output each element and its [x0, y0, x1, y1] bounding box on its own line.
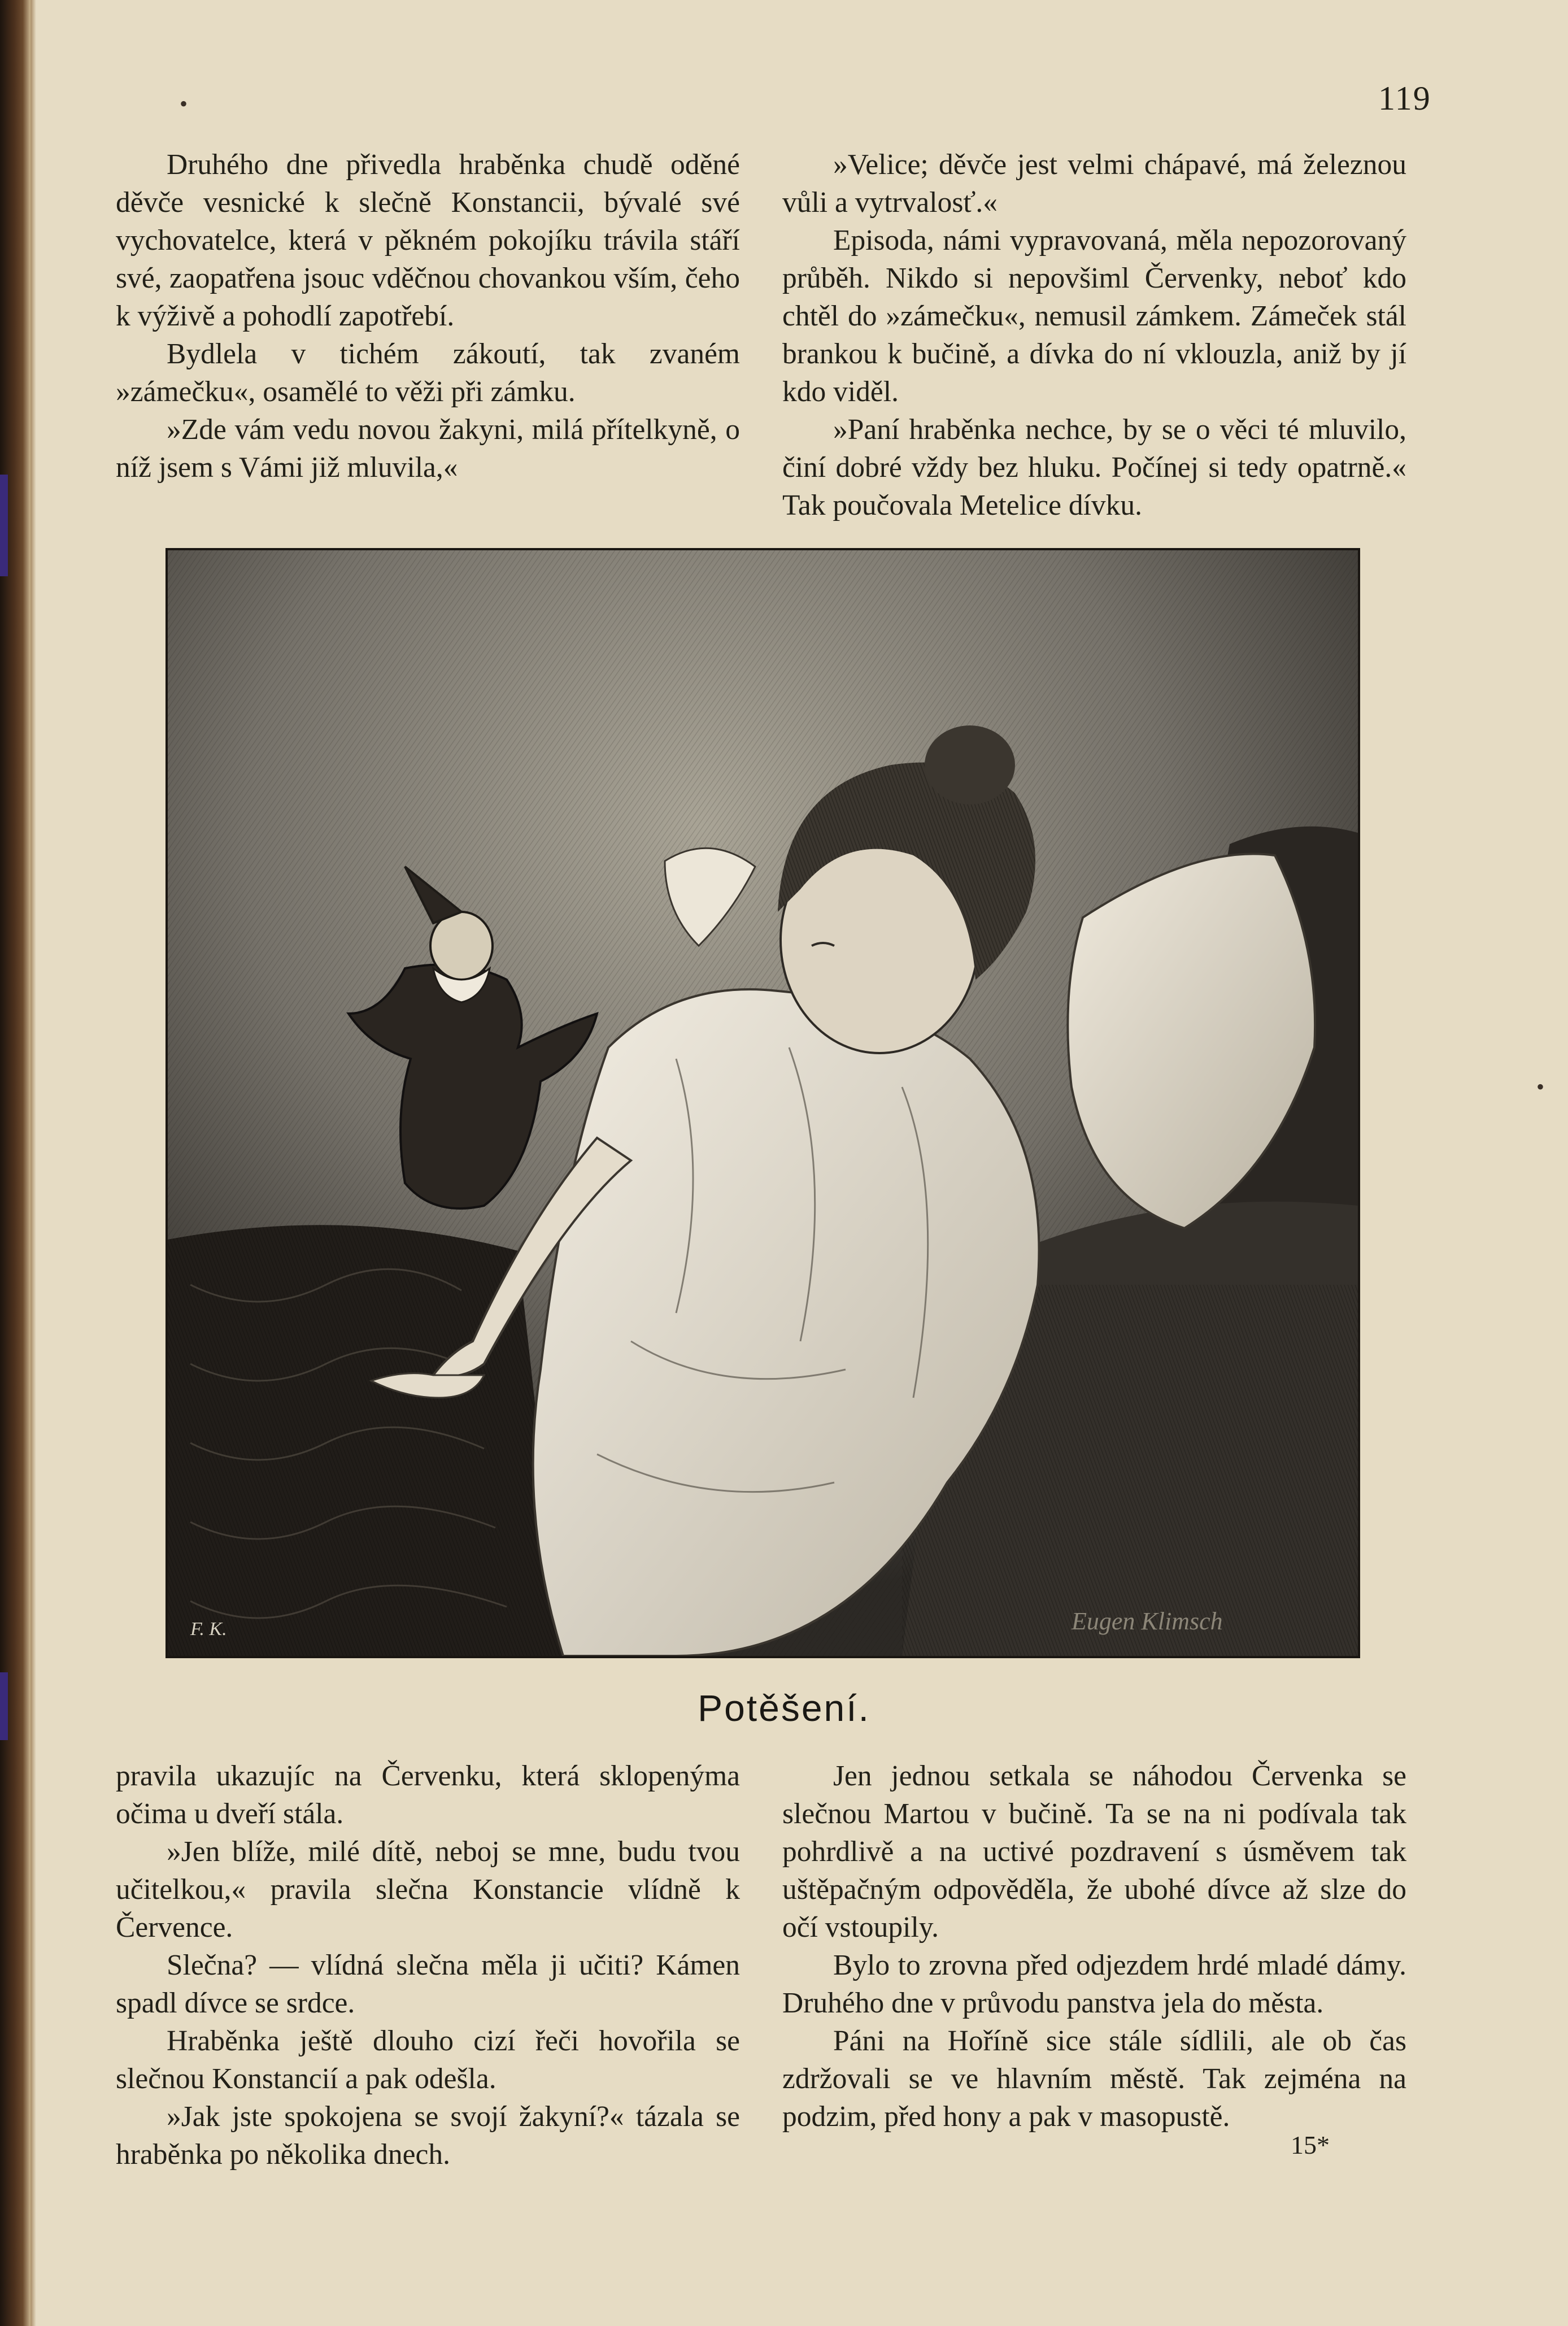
illustration-caption: Potěšení.: [698, 1687, 870, 1729]
signature-folio: 15*: [1291, 2131, 1330, 2159]
paragraph: Páni na Hoříně sice stále sídlili, ale ob čas zdržovali se ve hlavním městě. Tak zejména na podzim, před hony a pak v masopustě.: [782, 2025, 1406, 2133]
artist-monogram: F. K.: [190, 1619, 227, 1640]
paragraph: »Paní hraběnka nechce, by se o věci té mluvilo, činí dobré vždy bez hluku. Počínej si tedy opatrně.« Tak poučovala Metelice dívku.: [782, 414, 1406, 521]
page-speck: •: [180, 91, 188, 116]
artist-signature: Eugen Klimsch: [1072, 1607, 1223, 1635]
paragraph: Bylo to zrovna před odjezdem hrdé mladé dámy. Druhého dne v průvodu panstva jela do města.: [782, 1949, 1406, 2019]
paragraph: Hraběnka ještě dlouho cizí řeči hovořila se slečnou Konstancií a pak odešla.: [116, 2025, 740, 2095]
paragraph: Jen jednou setkala se náhodou Červenka se slečnou Martou v bučině. Ta se na ni podívala tak pohrdlivě a na uctivé pozdravení s úsměvem tak uštěpačným odpověděla, že ubohé dívce až slze do očí vstoupily.: [782, 1760, 1406, 1944]
top-right-column: [782, 146, 1406, 524]
paragraph: »Zde vám vedu novou žakyni, milá přítelkyně, o níž jsem s Vámi již mluvila,«: [116, 414, 740, 484]
page-number: 119: [1378, 80, 1431, 117]
bottom-right-column: [782, 1757, 1406, 2136]
bottom-left-column: [116, 1757, 740, 2173]
page-speck: •: [1536, 1074, 1545, 1099]
puppet-face: [430, 912, 493, 980]
spine-ribbon-mark: [0, 475, 8, 576]
paragraph: »Velice; děvče jest velmi chápavé, má železnou vůli a vytrvalosť.«: [782, 149, 1406, 219]
top-left-column: [116, 146, 740, 486]
paragraph: »Jak jste spokojena se svojí žakyní?« tázala se hraběnka po několika dnech.: [116, 2101, 740, 2171]
paragraph: Bydlela v tichém zákoutí, tak zvaném »zámečku«, osamělé to věži při zámku.: [116, 338, 740, 408]
book-spine: [0, 0, 31, 2326]
girl-hair-bun: [925, 725, 1015, 805]
paragraph: Druhého dne přivedla hraběnka chudě oděné děvče vesnické k slečně Konstancii, bývalé své vychovatelce, která v pěkném pokojíku trávila stáří své, zaopatřena jsouc vděčnou chovankou vším, čeho k výživě a pohodlí zapotřebí.: [116, 149, 740, 332]
engraving-illustration: [165, 548, 1360, 1658]
paragraph: pravila ukazujíc na Červenku, která sklopenýma očima u dveří stála.: [116, 1760, 740, 1830]
engraving-drawing: [168, 550, 1358, 1656]
paragraph: »Jen blíže, milé dítě, neboj se mne, budu tvou učitelkou,« pravila slečna Konstancie vlídně k Července.: [116, 1836, 740, 1944]
gutter-shadow: [31, 0, 36, 2326]
paragraph: Slečna? — vlídná slečna měla ji učiti? Kámen spadl dívce se srdce.: [116, 1949, 740, 2019]
paragraph: Episoda, námi vypravovaná, měla nepozorovaný průběh. Nikdo si nepovšiml Červenky, neboť kdo chtěl do »zámečku«, nemusil zámkem. Zámeček stál brankou k bučině, a dívka do ní vklouzla, aniž by jí kdo viděl.: [782, 224, 1406, 408]
